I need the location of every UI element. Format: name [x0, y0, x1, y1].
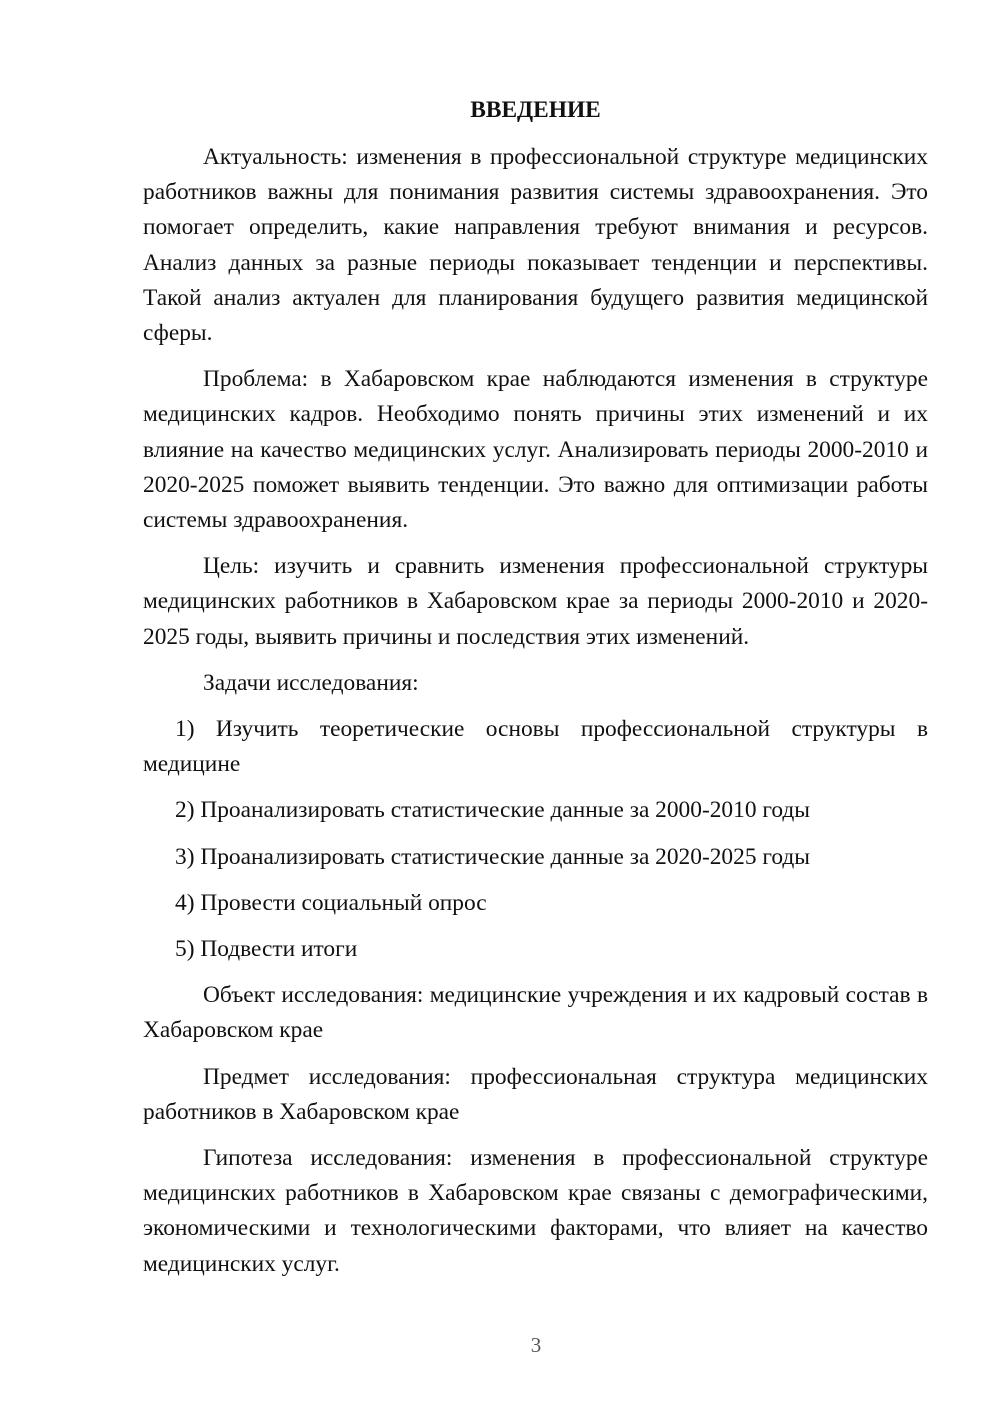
paragraph-subject: Предмет исследования: профессиональная структура медицинских работников в Хабаровском крае	[143, 1063, 928, 1125]
task-item-1: 1) Изучить теоретические основы профессиональной структуры в медицине	[143, 716, 928, 778]
page-number: 3	[530, 1333, 542, 1357]
paragraph-goal: Цель: изучить и сравнить изменения профессиональной структуры медицинских работников в Хабаровском крае за периоды 2000-2010 и 2020-2025 годы, выявить причины и последствия этих изменений.	[143, 553, 928, 650]
page-content	[143, 96, 928, 1293]
tasks-heading: Задачи исследования:	[203, 669, 419, 696]
task-item-3: 3) Проанализировать статистические данные за 2020-2025 годы	[175, 843, 811, 870]
page-title: ВВЕДЕНИЕ	[470, 97, 601, 123]
task-item-5: 5) Подвести итоги	[175, 936, 358, 963]
paragraph-problem: Проблема: в Хабаровском крае наблюдаются изменения в структуре медицинских кадров. Необходимо понять причины этих изменений и их влияние на качество медицинских услуг. Анализировать периоды 2000-2010 и 2020-2025 поможет выявить тенденции. Это важно для оптимизации работы системы здравоохранения.	[143, 366, 928, 534]
task-item-4: 4) Провести социальный опрос	[175, 889, 487, 916]
paragraph-hypothesis: Гипотеза исследования: изменения в профессиональной структуре медицинских работников в Хабаровском крае связаны с демографическими, экономическими и технологическими факторами, что влияет на качество медицинских услуг.	[143, 1145, 928, 1277]
paragraph-object: Объект исследования: медицинские учреждения и их кадровый состав в Хабаровском крае	[143, 982, 928, 1044]
task-item-2: 2) Проанализировать статистические данные за 2000-2010 годы	[175, 797, 811, 824]
paragraph-relevance: Актуальность: изменения в профессиональной структуре медицинских работников важны для понимания развития системы здравоохранения. Это помогает определить, какие направления требуют внимания и ресурсов. Анализ данных за разные периоды показывает тенденции и перспективы. Такой анализ актуален для планирования будущего развития медицинской сферы.	[143, 144, 928, 347]
